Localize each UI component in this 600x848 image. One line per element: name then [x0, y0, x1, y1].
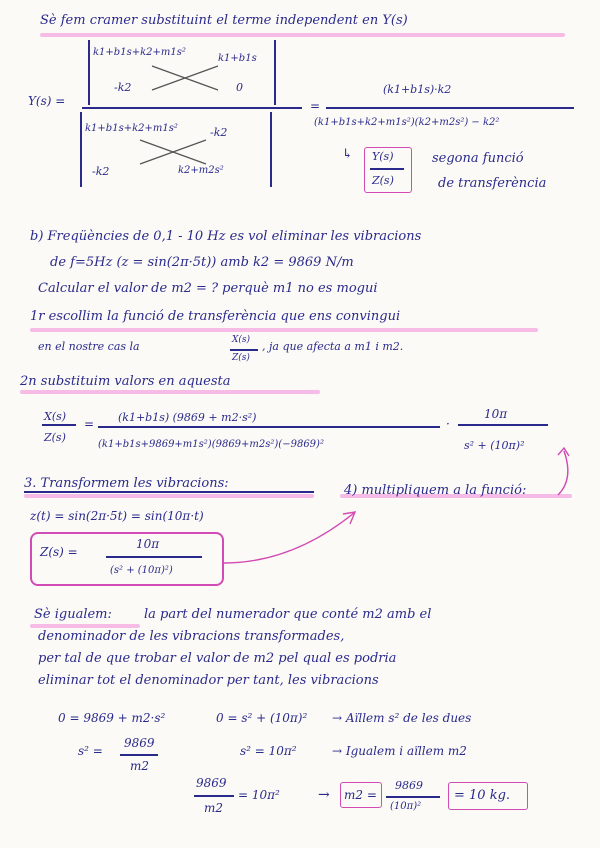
- step-2-heading: 2n substituim valors en aquesta: [20, 374, 231, 389]
- highlight: [20, 390, 320, 394]
- eq-row-2-b: s² = 10π²: [240, 744, 297, 758]
- eq-row-3-den: m2: [204, 801, 224, 815]
- det-num-br: 0: [236, 81, 243, 94]
- tf-label-2: de transferència: [438, 176, 547, 191]
- fraction-bar: [120, 754, 158, 756]
- det-den-tr: -k2: [210, 126, 228, 139]
- step-3-heading: 3. Transformem les vibracions:: [24, 476, 229, 491]
- fraction-bar: [386, 796, 440, 798]
- det-bar: [88, 40, 90, 105]
- fraction-bar: [42, 424, 76, 426]
- equals-sign: =: [84, 417, 95, 431]
- fraction-bar: [230, 349, 258, 351]
- det-num-tl: k1+b1s+k2+m1s²: [93, 47, 186, 58]
- cross-lines: [150, 62, 222, 94]
- rhs-denominator: (k1+b1s+k2+m1s²)(k2+m2s²) − k2²: [314, 117, 500, 128]
- eq-row-2-c: → Igualem i aïllem m2: [332, 744, 467, 758]
- eq2-denominator: (k1+b1s+9869+m1s²)(9869+m2s²)(−9869)²: [98, 439, 324, 450]
- eq2-lhs-num: X(s): [44, 410, 67, 423]
- fraction-bar: [326, 107, 574, 109]
- tf-label-1: segona funció: [432, 151, 524, 166]
- step-5-line-2: denominador de les vibracions transformades,: [38, 629, 345, 644]
- highlight: [30, 328, 538, 332]
- result-fraction-num: 9869: [395, 779, 423, 792]
- step-1-fraction-den: Z(s): [232, 353, 250, 363]
- det-bar: [270, 112, 272, 187]
- arrow-icon: →: [318, 787, 330, 803]
- eq-row-2-a-den: m2: [130, 759, 150, 773]
- fraction-bar: [82, 107, 302, 109]
- y-of-s-label: Y(s) =: [28, 94, 66, 108]
- highlight: [40, 33, 565, 37]
- result-value: = 10 kg.: [454, 788, 511, 803]
- zs-box: [30, 532, 224, 586]
- det-bar: [274, 40, 276, 105]
- cross-lines: [138, 136, 210, 168]
- z-of-t-equation: z(t) = sin(2π·5t) = sin(10π·t): [30, 509, 204, 523]
- fraction-bar: [458, 424, 548, 426]
- arrow-icon: ↳: [342, 147, 353, 162]
- step-1-heading: 1r escollim la funció de transferència que ens convingui: [30, 309, 401, 324]
- det-den-tl: k1+b1s+k2+m1s²: [85, 123, 178, 134]
- eq2-lhs-den: Z(s): [44, 431, 66, 444]
- det-num-tr: k1+b1s: [218, 53, 257, 64]
- step-5-line-4: eliminar tot el denominador per tant, les vibracions: [38, 673, 379, 688]
- eq2-rhs-num: 10π: [484, 407, 508, 421]
- step-5-heading: Sè igualem:: [34, 607, 112, 622]
- problem-b-line-1: b) Freqüències de 0,1 - 10 Hz es vol eliminar les vibracions: [30, 229, 422, 244]
- step-1-fraction-num: X(s): [232, 335, 251, 345]
- fraction-bar: [370, 168, 404, 170]
- fraction-bar: [106, 556, 202, 558]
- eq-row-1-b: 0 = s² + (10π)²: [216, 711, 308, 725]
- det-num-bl: -k2: [114, 81, 132, 94]
- zs-lhs: Z(s) =: [40, 545, 78, 559]
- det-den-br: k2+m2s²: [178, 165, 224, 176]
- eq2-numerator: (k1+b1s) (9869 + m2·s²): [118, 411, 257, 424]
- highlight: [30, 624, 140, 628]
- equals-sign: =: [310, 99, 321, 113]
- arrow-icon: [222, 505, 362, 567]
- eq-row-3-rhs: = 10π²: [238, 788, 280, 802]
- result-fraction-den: (10π)²: [390, 801, 422, 812]
- problem-b-line-3: Calcular el valor de m2 = ? perquè m1 no es mogui: [38, 281, 378, 296]
- eq-row-1-a: 0 = 9869 + m2·s²: [58, 711, 166, 725]
- fraction-bar: [98, 426, 440, 428]
- det-den-bl: -k2: [92, 165, 110, 178]
- highlight: [24, 494, 314, 498]
- step-1-text-a: en el nostre cas la: [38, 340, 140, 353]
- step-4-heading: 4) multipliquem a la funció:: [344, 483, 527, 498]
- zs-den: (s² + (10π)²): [110, 565, 173, 576]
- problem-b-line-2: de f=5Hz (z = sin(2π·5t)) amb k2 = 9869 N/m: [50, 255, 354, 270]
- tf-den: Z(s): [372, 174, 394, 187]
- zs-num: 10π: [136, 537, 160, 551]
- step-5-line-3: per tal de que trobar el valor de m2 pel qual es podria: [38, 651, 397, 666]
- tf-num: Y(s): [372, 150, 394, 163]
- eq-row-2-a-num: 9869: [124, 736, 155, 750]
- fraction-bar: [194, 795, 234, 797]
- underline: [24, 491, 314, 493]
- rhs-numerator: (k1+b1s)·k2: [383, 83, 452, 96]
- step-5-line-1: la part del numerador que conté m2 amb el: [144, 607, 432, 622]
- intro-line: Sè fem cramer substituint el terme independent en Y(s): [40, 13, 408, 28]
- multiply-dot: ·: [446, 417, 450, 431]
- result-m2-label: m2 =: [344, 788, 377, 802]
- eq2-rhs-den: s² + (10π)²: [464, 439, 525, 452]
- eq-row-3-num: 9869: [196, 776, 227, 790]
- curved-arrow-icon: [540, 445, 580, 500]
- det-bar: [80, 112, 82, 187]
- eq-row-2-a-lhs: s² =: [78, 744, 103, 758]
- step-1-text-b: , ja que afecta a m1 i m2.: [262, 340, 404, 353]
- eq-row-1-c: → Aïllem s² de les dues: [332, 711, 472, 725]
